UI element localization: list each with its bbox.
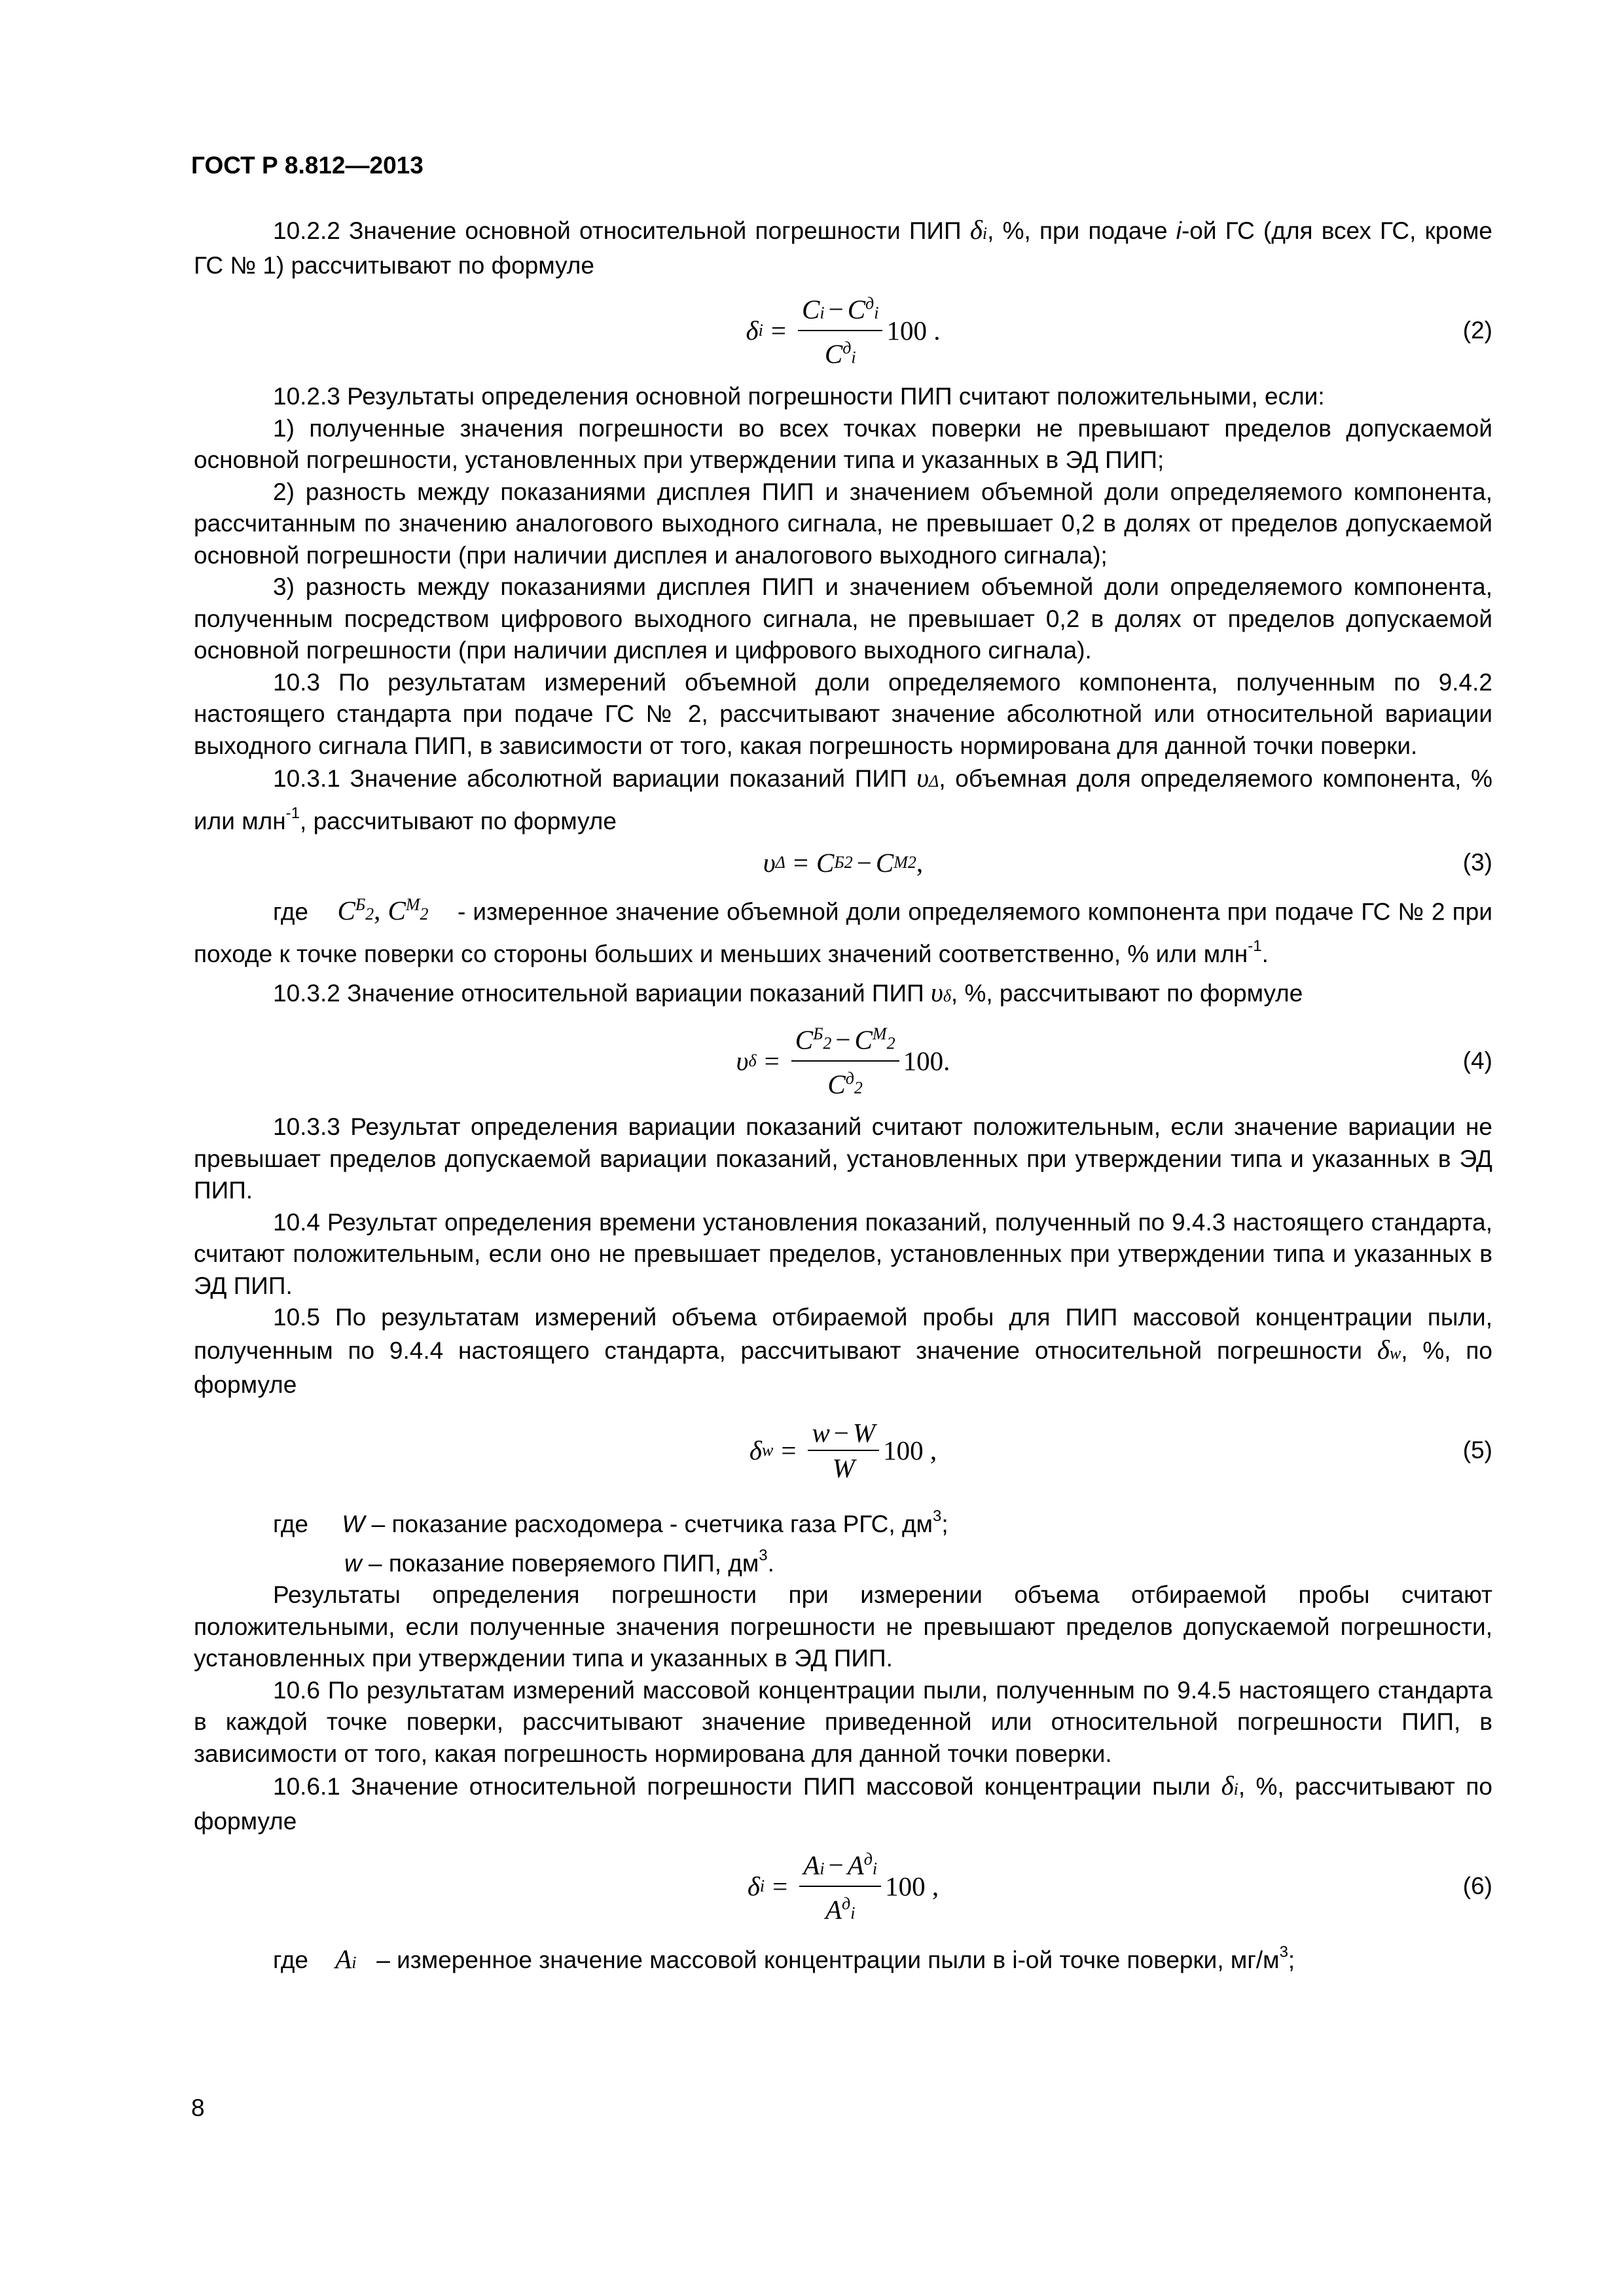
paragraph-10-6: 10.6 По результатам измерений массовой концентрации пыли, полученным по 9.4.5 настоящего стандарта в каждой точке поверки, рассчитывают значение приведенной или относительной погрешности ПИП, в зависимости от того, какая погрешность нормирована для данной точки поверки. [194, 1676, 1492, 1767]
formula-number: (4) [1462, 1047, 1492, 1075]
paragraph-10-4: 10.4 Результат определения времени установления показаний, полученный по 9.4.3 настоящего стандарта, считают положительным, если оно не превышает пределов, установленных при утверждении типа и указанных в ЭД ПИП. [194, 1208, 1492, 1299]
paragraph-10-3-2: 10.3.2 Значение относительной вариации показаний ПИП υδ, %, рассчитывают по формуле [273, 977, 1303, 1007]
formula-number: (2) [1462, 316, 1492, 344]
document-header: ГОСТ Р 8.812—2013 [191, 152, 424, 179]
paragraph-where-c: где $C^Б2$, $C^М2$ - измеренное значение объемной доли определяемого компонента при подаче ГС № 2 при походе к точке поверки со стороны больших и меньших значений соответственно, % или млн$^{-1}$. [194, 895, 1493, 967]
text: 10.2.2 Значение основной относительной погрешности ПИП [273, 217, 970, 244]
where-a-i: где Ai – измеренное значение массовой концентрации пыли в i-ой точке поверки, $мг/м^3$; [273, 1943, 1295, 1975]
where-w-upper: где W – показание расходомера - счетчика газа РГС, $дм^3$; [273, 1507, 948, 1537]
paragraph-10-5: 10.5 По результатам измерений объема отбираемой пробы для ПИП массовой концентрации пыли, полученным по 9.4.4 настоящего стандарта, рассчитывают значение относительной погрешности δw, %, по формуле [194, 1304, 1492, 1399]
formula-number: (6) [1462, 1873, 1492, 1900]
list-item-3: 3) разность между показаниями дисплея ПИП и значением объемной доли определяемого компонента, полученным посредством цифрового выходного сигнала, не превышает 0,2 в долях от пределов допускаемой основной погрешности (при наличии дисплея и цифрового выходного сигнала). [194, 573, 1492, 664]
where-w-lower: w – показание поверяемого ПИП, $дм^3$. [344, 1547, 774, 1577]
inline-formula: δi [969, 215, 988, 245]
formula-4: υ δ = $\frac{C^Б2 - C^М2}{C^д2}$ 100. (4) [194, 1013, 1492, 1109]
paragraph-10-2-2 [194, 214, 1492, 281]
formula-number: (5) [1462, 1436, 1492, 1463]
paragraph-10-6-1: 10.6.1 Значение относительной погрешности ПИП массовой концентрации пыли δi, %, рассчитывают по формуле [194, 1770, 1492, 1835]
formula-6: δ i = $\frac{Ai - A^дi}{A^дi}$ 100 , (6) [194, 1839, 1492, 1934]
paragraph-10-3: 10.3 По результатам измерений объемной доли определяемого компонента, полученным по 9.4.2 настоящего стандарта при подаче ГС № 2, рассчитывают значение абсолютной или относительной вариации выходного сигнала ПИП, в зависимости от того, какая погрешность нормирована для данной точки поверки. [194, 668, 1492, 759]
paragraph-10-3-3: 10.3.3 Результат определения вариации показаний считают положительным, если значение вариации не превышает пределов допускаемой вариации показаний, установленных при утверждении типа и указанных в ЭД ПИП. [194, 1113, 1492, 1204]
page-number: 8 [191, 2094, 205, 2121]
formula-5: δ w = $\frac{w - W}{W}$ 100 , (5) [749, 1417, 1492, 1483]
list-item-1: 1) полученные значения погрешности во всех точках поверки не превышают пределов допускаемой основной погрешности, установленных при утверждении типа и указанных в ЭД ПИП; [194, 414, 1492, 473]
paragraph-10-2-3: 10.2.3 Результаты определения основной погрешности ПИП считают положительными, если: [273, 383, 1325, 410]
paragraph-10-3-1: 10.3.1 Значение абсолютной вариации показаний ПИП υΔ, объемная доля определяемого компонента, % или млн$^{-1}$, рассчитывают по формуле [194, 762, 1492, 834]
paragraph-result-volume: Результаты определения погрешности при измерении объема отбираемой пробы считают положительными, если полученные значения погрешности не превышают пределов допускаемой погрешности, установленных при утверждении типа и указанных в ЭД ПИП. [194, 1581, 1492, 1672]
formula-number: (3) [1462, 848, 1492, 876]
text: i [1176, 217, 1182, 244]
formula-3: υ Δ = C Б 2 − C М 2 , (3) [763, 847, 1492, 878]
document-body [194, 214, 1492, 1979]
text: , %, при подаче [987, 217, 1176, 244]
formula-2: δ i = $\frac{Ci - C^дi}{C^дi}$ 100 . (2) [194, 283, 1492, 378]
list-item-2: 2) разность между показаниями дисплея ПИП и значением объемной доли определяемого компонента, рассчитанным по значению аналогового выходного сигнала, не превышает 0,2 в долях от пределов допускаемой основной погрешности (при наличии дисплея и аналогового выходного сигнала); [194, 478, 1492, 569]
text: -ой ГС (для всех ГС, кроме ГС № 1) рассчитывают по формуле [194, 217, 1492, 279]
